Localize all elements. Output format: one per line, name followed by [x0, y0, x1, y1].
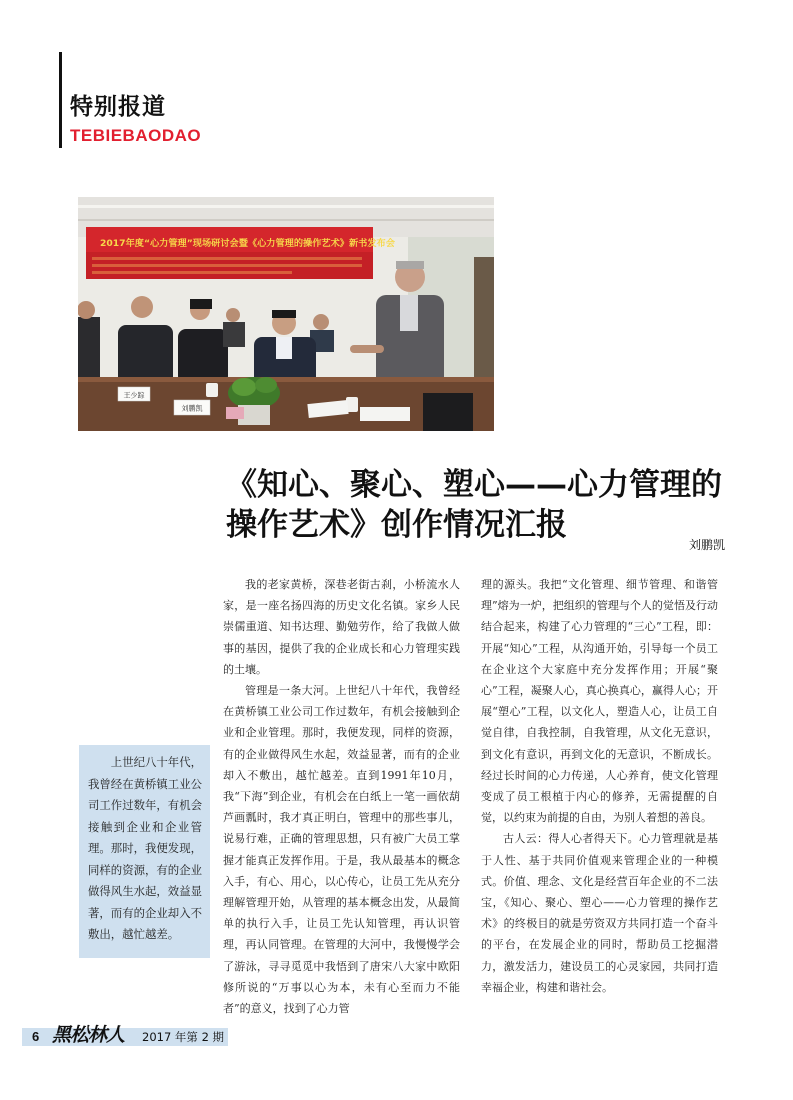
- paragraph: 理的源头。我把“文化管理、细节管理、和谐管理”熔为一炉，把组织的管理与个人的觉悟及行动结合起来，构建了心力管理的“三心”工程，即：开展“知心”工程，从沟通开始，引导每一个员工在企业这个大家庭中充分发挥作用；开展“聚心”工程，凝聚人心，真心换真心，赢得人心；开展“塑心”工程，以文化人，塑造人心，让员工自觉自律，自我控制，自我管理，从文化无意识，到文化有意识，再到文化的无意识，不断成长。经过长时间的心力传递，人心养育，使文化管理变成了员工根植于内心的修养，无需提醒的自觉，以约束为前提的自由，为别人着想的善良。: [481, 578, 718, 825]
- section-bar: [59, 52, 62, 148]
- article-title: [226, 465, 726, 545]
- article-photo: [78, 197, 494, 431]
- article-author: 刘鹏凯: [688, 538, 725, 552]
- issue-label: 2017 年第 2 期: [142, 1030, 225, 1044]
- article-title-line-1: 《知心、聚心、塑心——心力管理的: [226, 467, 722, 503]
- article-column-2: [481, 574, 718, 998]
- paragraph: 我的老家黄桥，深巷老街古刹，小桥流水人家，是一座名扬四海的历史文化名镇。家乡人民崇儒重道、知书达理、勤勉劳作，给了我做人做事的基因，提供了我的企业成长和心力管理实践的土壤。: [223, 578, 460, 676]
- name-card-2: 刘鹏凯: [181, 404, 203, 413]
- section-title: 特别报道: [70, 94, 166, 120]
- article-column-1: [223, 574, 460, 1019]
- name-card-1: 王少踪: [123, 391, 145, 400]
- banner-text: 2017年度“心力管理”现场研讨会暨《心力管理的操作艺术》新书发布会: [100, 238, 395, 249]
- article-title-line-2: 操作艺术》创作情况汇报: [226, 507, 567, 543]
- pull-quote: 上世纪八十年代，我曾经在黄桥镇工业公司工作过数年，有机会接触到企业和企业管理。那时，我便发现，同样的资源，有的企业做得风生水起，效益显著，而有的企业却入不敷出，越忙越差。: [79, 745, 210, 958]
- section-title-pinyin: TEBIEBAODAO: [70, 126, 202, 145]
- paragraph: 管理是一条大河。上世纪八十年代，我曾经在黄桥镇工业公司工作过数年，有机会接触到企业和企业管理。那时，我便发现，同样的资源，有的企业做得风生水起，效益显著，而有的企业却入不敷出，越忙越差。直到1991年10月，我“下海”到企业，有机会在白纸上一笔一画依葫芦画瓢时，我才真正明白，管理中的那些事儿，说易行难，正确的管理思想，只有被广大员工掌握才能真正发挥作用。于是，我从最基本的概念入手，有心、用心，以心传心，让员工先从充分理解管理开始，从管理的基本概念出发，从最简单的执行入手，让员工先认知管理，再认识管理，再认同管理。在管理的大河中，我慢慢学会了游泳，寻寻觅觅中我悟到了唐宋八大家中欧阳修所说的“万事以心为本，未有心至而力不能者”的意义，找到了心力管: [223, 684, 460, 1016]
- page-number: 6: [32, 1029, 40, 1044]
- paragraph: 古人云：得人心者得天下。心力管理就是基于人性、基于共同价值观来管理企业的一种模式。价值、理念、文化是经营百年企业的不二法宝，《知心、聚心、塑心——心力管理的操作艺术》的终极目的就是劳资双方共同打造一个奋斗的平台，在发展企业的同时，帮助员工挖掘潜力，激发活力，建设员工的心灵家园，共同打造幸福企业，构建和谐社会。: [481, 832, 718, 994]
- magazine-logo: 黑松林人: [52, 1024, 125, 1046]
